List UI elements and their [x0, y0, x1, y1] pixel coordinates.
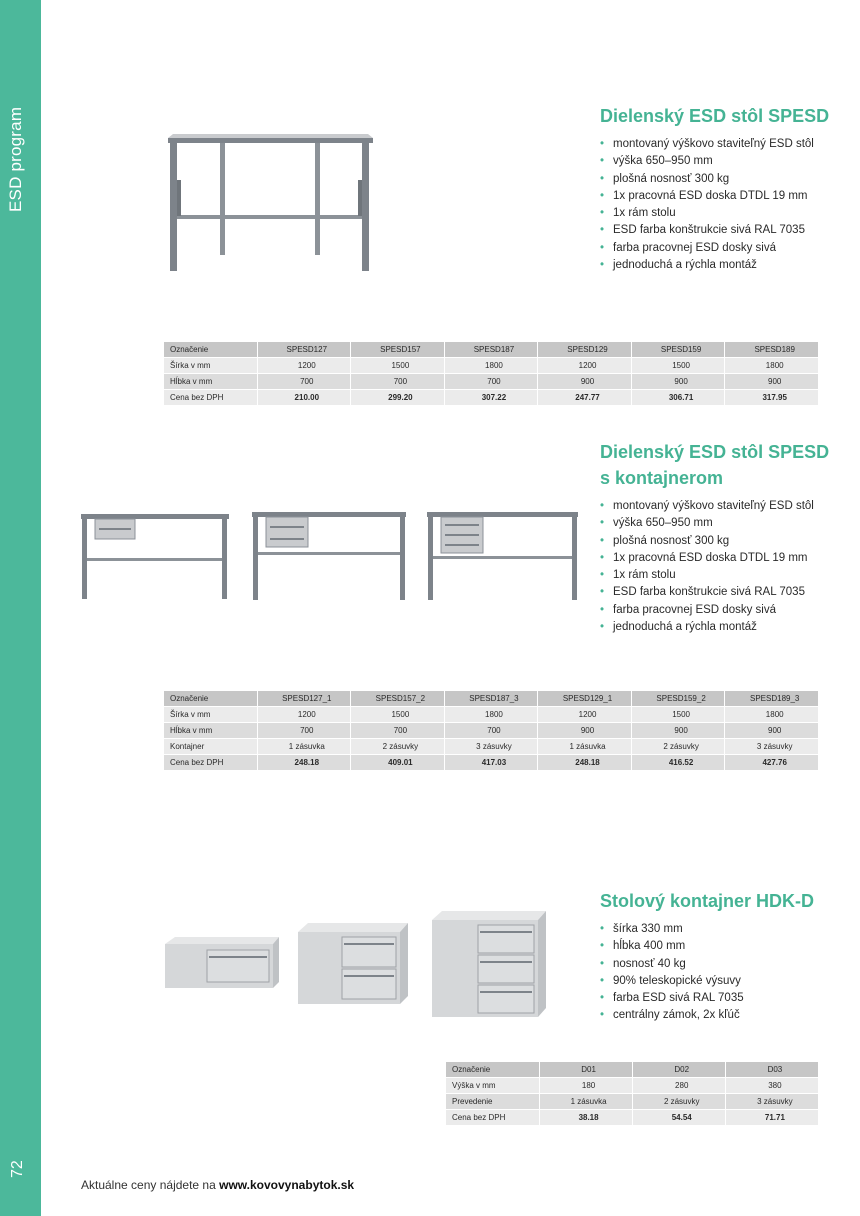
feature-item: • ESD farba konštrukcie sivá RAL 7035: [600, 222, 814, 239]
table-cell: 1 zásuvka: [538, 739, 632, 755]
container-d01-image: [163, 936, 283, 991]
table-cell: 1200: [257, 358, 351, 374]
table-row: [446, 1094, 819, 1110]
table-row: [164, 723, 819, 739]
table-cell: SPESD129: [538, 342, 632, 358]
table-cell: Označenie: [446, 1062, 539, 1078]
table-cell: SPESD159_2: [631, 691, 725, 707]
table-cell: 427.76: [725, 755, 819, 771]
table-cell: 700: [351, 374, 445, 390]
section1-spec-table: [164, 342, 819, 406]
table-cell: Cena bez DPH: [164, 390, 257, 406]
table-cell: SPESD187_3: [444, 691, 538, 707]
table-cell: 900: [725, 723, 819, 739]
section2-title-line2: s kontajnerom: [600, 468, 724, 488]
table-cell: 1 zásuvka: [257, 739, 351, 755]
feature-item: • 1x rám stolu: [600, 205, 814, 222]
table-cell: SPESD157: [351, 342, 445, 358]
feature-item: • farba pracovnej ESD dosky sivá: [600, 602, 814, 619]
table-cell: 1500: [631, 358, 725, 374]
table-cell: 1500: [631, 707, 725, 723]
section2-title-line1: Dielenský ESD stôl SPESD: [600, 442, 830, 462]
sidebar-band: [0, 0, 41, 1216]
table-cell: 3 zásuvky: [725, 739, 819, 755]
feature-item: • jednoduchá a rýchla montáž: [600, 619, 814, 636]
table-cell: Označenie: [164, 691, 257, 707]
table-cell: Označenie: [164, 342, 257, 358]
feature-item: • montovaný výškovo staviteľný ESD stôl: [600, 498, 814, 515]
table-cell: SPESD127_1: [257, 691, 351, 707]
section3-feature-list: [600, 921, 744, 1025]
feature-item: • jednoduchá a rýchla montáž: [600, 257, 814, 274]
table-cell: 2 zásuvky: [631, 739, 725, 755]
table-cell: SPESD189: [725, 342, 819, 358]
feature-item: • 90% teleskopické výsuvy: [600, 973, 744, 990]
table-cell: 180: [539, 1078, 632, 1094]
table-cell: 38.18: [539, 1110, 632, 1126]
table-cell: Výška v mm: [446, 1078, 539, 1094]
table-cell: 1800: [725, 358, 819, 374]
table-cell: 3 zásuvky: [444, 739, 538, 755]
workbench-3-drawer-image: [425, 508, 580, 603]
table-cell: 1 zásuvka: [539, 1094, 632, 1110]
table-cell: 1200: [257, 707, 351, 723]
section1-feature-list: [600, 136, 814, 274]
feature-item: • šírka 330 mm: [600, 921, 744, 938]
feature-item: • plošná nosnosť 300 kg: [600, 171, 814, 188]
table-cell: 700: [444, 723, 538, 739]
footer-text: Aktuálne ceny nájdete na: [81, 1178, 220, 1192]
table-row: [446, 1110, 819, 1126]
table-row: [164, 342, 819, 358]
container-d02-image: [296, 922, 414, 1008]
table-cell: 1800: [444, 707, 538, 723]
section3-title: Stolový kontajner HDK-D: [600, 891, 815, 911]
table-row: [164, 374, 819, 390]
table-cell: 3 zásuvky: [725, 1094, 818, 1110]
table-cell: 299.20: [351, 390, 445, 406]
table-cell: 210.00: [257, 390, 351, 406]
table-cell: SPESD129_1: [538, 691, 632, 707]
feature-item: • 1x pracovná ESD doska DTDL 19 mm: [600, 188, 814, 205]
table-cell: D02: [632, 1062, 725, 1078]
feature-item: • výška 650–950 mm: [600, 515, 814, 532]
footer-note: [81, 1178, 354, 1192]
table-cell: 700: [444, 374, 538, 390]
sidebar-title: ESD program: [6, 106, 25, 212]
table-cell: SPESD157_2: [351, 691, 445, 707]
feature-item: • ESD farba konštrukcie sivá RAL 7035: [600, 584, 814, 601]
feature-item: • nosnosť 40 kg: [600, 956, 744, 973]
table-cell: 1500: [351, 707, 445, 723]
table-cell: 280: [632, 1078, 725, 1094]
table-row: [164, 739, 819, 755]
esd-workbench-image: [163, 130, 378, 275]
table-row: [164, 358, 819, 374]
container-d03-image: [430, 910, 550, 1020]
table-row: [446, 1062, 819, 1078]
section3-spec-table: [446, 1062, 819, 1126]
table-row: [164, 755, 819, 771]
table-cell: 1200: [538, 358, 632, 374]
feature-item: • výška 650–950 mm: [600, 153, 814, 170]
table-cell: 900: [538, 374, 632, 390]
table-cell: 1200: [538, 707, 632, 723]
table-row: [164, 390, 819, 406]
table-row: [164, 707, 819, 723]
table-cell: 2 zásuvky: [632, 1094, 725, 1110]
table-cell: 317.95: [725, 390, 819, 406]
feature-item: • farba ESD sivá RAL 7035: [600, 990, 744, 1007]
table-cell: 54.54: [632, 1110, 725, 1126]
table-cell: 409.01: [351, 755, 445, 771]
table-cell: 700: [351, 723, 445, 739]
table-cell: 416.52: [631, 755, 725, 771]
footer-website-link[interactable]: www.kovovynabytok.sk: [219, 1178, 355, 1192]
table-cell: Cena bez DPH: [164, 755, 257, 771]
table-cell: Prevedenie: [446, 1094, 539, 1110]
feature-item: • centrálny zámok, 2x kľúč: [600, 1007, 744, 1024]
table-cell: D01: [539, 1062, 632, 1078]
table-cell: 900: [631, 374, 725, 390]
table-cell: 248.18: [538, 755, 632, 771]
table-row: [164, 691, 819, 707]
feature-item: • plošná nosnosť 300 kg: [600, 533, 814, 550]
table-cell: Šírka v mm: [164, 707, 257, 723]
table-cell: 247.77: [538, 390, 632, 406]
table-cell: SPESD187: [444, 342, 538, 358]
table-cell: 380: [725, 1078, 818, 1094]
table-cell: SPESD127: [257, 342, 351, 358]
feature-item: • montovaný výškovo staviteľný ESD stôl: [600, 136, 814, 153]
table-cell: 306.71: [631, 390, 725, 406]
section2-spec-table: [164, 691, 819, 771]
feature-item: • 1x rám stolu: [600, 567, 814, 584]
table-cell: 1800: [444, 358, 538, 374]
table-cell: Kontajner: [164, 739, 257, 755]
feature-item: • farba pracovnej ESD dosky sivá: [600, 240, 814, 257]
table-cell: Hĺbka v mm: [164, 723, 257, 739]
table-cell: Cena bez DPH: [446, 1110, 539, 1126]
table-cell: SPESD189_3: [725, 691, 819, 707]
table-cell: D03: [725, 1062, 818, 1078]
table-row: [446, 1078, 819, 1094]
section2-feature-list: [600, 498, 814, 636]
feature-item: • 1x pracovná ESD doska DTDL 19 mm: [600, 550, 814, 567]
table-cell: 900: [538, 723, 632, 739]
table-cell: 2 zásuvky: [351, 739, 445, 755]
table-cell: 1800: [725, 707, 819, 723]
feature-item: • hĺbka 400 mm: [600, 938, 744, 955]
table-cell: 307.22: [444, 390, 538, 406]
table-cell: Hĺbka v mm: [164, 374, 257, 390]
table-cell: 700: [257, 723, 351, 739]
table-cell: 1500: [351, 358, 445, 374]
table-cell: 417.03: [444, 755, 538, 771]
table-cell: 900: [725, 374, 819, 390]
table-cell: 700: [257, 374, 351, 390]
workbench-1-drawer-image: [79, 510, 231, 602]
table-cell: Šírka v mm: [164, 358, 257, 374]
workbench-2-drawer-image: [250, 508, 408, 603]
table-cell: 71.71: [725, 1110, 818, 1126]
table-cell: 248.18: [257, 755, 351, 771]
table-cell: 900: [631, 723, 725, 739]
page-number: 72: [9, 1160, 26, 1178]
table-cell: SPESD159: [631, 342, 725, 358]
section1-title: Dielenský ESD stôl SPESD: [600, 106, 830, 126]
